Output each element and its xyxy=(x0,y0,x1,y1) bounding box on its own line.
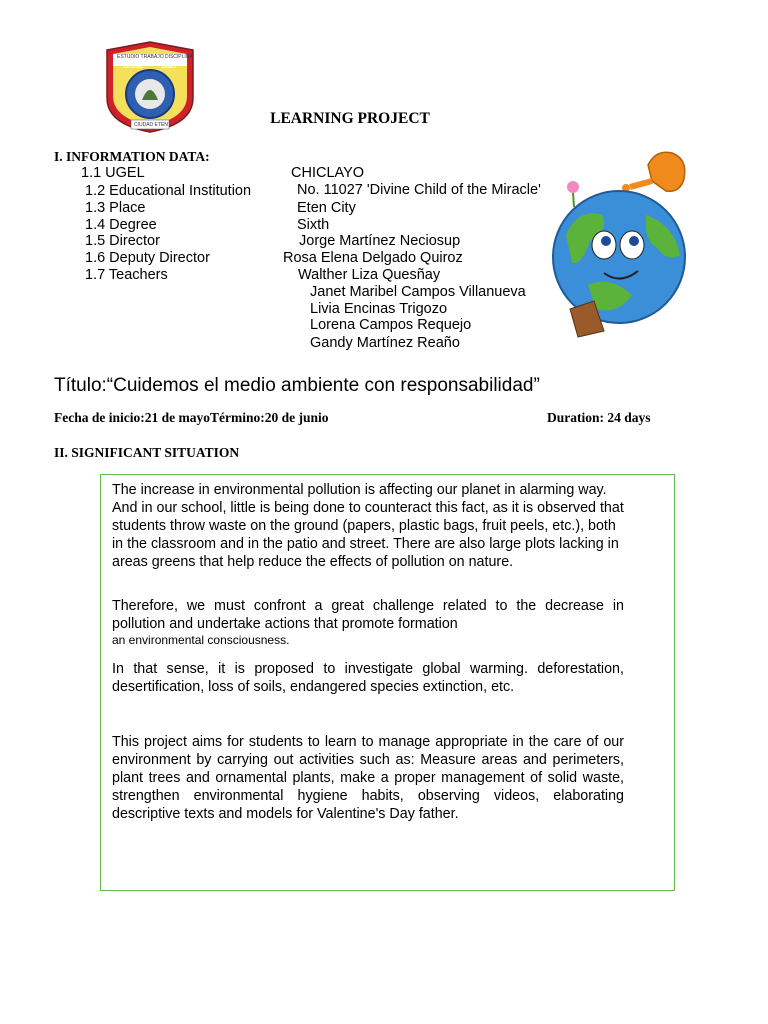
significant-situation-box xyxy=(100,474,675,891)
info-value-teacher-5: Gandy Martínez Reaño xyxy=(310,335,460,351)
page-title: LEARNING PROJECT xyxy=(270,110,430,127)
date-range: Fecha de inicio:21 de mayoTérmino:20 de junio xyxy=(54,410,329,425)
logo-iep: I.E.P.M. xyxy=(123,64,144,70)
info-label-director: 1.5 Director xyxy=(85,233,160,249)
paragraph-2-small: an environmental consciousness. xyxy=(112,633,290,647)
logo-city: CIUDAD ETEN xyxy=(134,122,168,128)
duration: Duration: 24 days xyxy=(547,410,651,425)
info-value-teacher-3: Livia Encinas Trigozo xyxy=(310,301,448,317)
section-1-heading: I. INFORMATION DATA: xyxy=(54,149,210,164)
info-value-teacher-2: Janet Maribel Campos Villanueva xyxy=(310,284,526,300)
project-title: Título:“Cuidemos el medio ambiente con responsabilidad” xyxy=(54,375,540,396)
info-value-director: Jorge Martínez Neciosup xyxy=(299,233,461,249)
paragraph-4: This project aims for students to learn to manage appropriate in the care of our environment by carrying out activities such as: Measure areas and perimeters, plant trees and ornamental plants, make a proper management of solid waste, strengthen environmental hygiene habits, observing videos, elaborating descriptive texts and models for Valentine's Day father. xyxy=(112,734,624,822)
info-value-place: Eten City xyxy=(297,200,356,216)
info-label-deputy: 1.6 Deputy Director xyxy=(85,250,210,266)
info-value-deputy: Rosa Elena Delgado Quiroz xyxy=(283,250,463,266)
info-label-place: 1.3 Place xyxy=(85,200,146,216)
info-label-teachers: 1.7 Teachers xyxy=(85,267,168,283)
logo-number: 11027 xyxy=(161,64,178,70)
earth-watering-illustration xyxy=(548,145,698,340)
info-value-teacher-1: Walther Liza Quesñay xyxy=(298,267,441,283)
info-value-institution: No. 11027 'Divine Child of the Miracle' xyxy=(297,182,541,198)
info-label-ugel: 1.1 UGEL xyxy=(81,165,145,181)
paragraph-2: Therefore, we must confront a great challenge related to the decrease in pollution and undertake actions that promote formation xyxy=(112,598,624,632)
info-value-degree: Sixth xyxy=(297,217,330,233)
info-value-teacher-4: Lorena Campos Requejo xyxy=(310,317,472,333)
info-label-degree: 1.4 Degree xyxy=(85,217,157,233)
section-2-heading: II. SIGNIFICANT SITUATION xyxy=(54,445,240,460)
info-label-institution: 1.2 Educational Institution xyxy=(85,183,252,199)
paragraph-1: The increase in environmental pollution is affecting our planet in alarming way. And in our school, little is being done to counteract this fact, as it is observed that students throw waste on the ground (papers, plastic bags, fruit peels, etc.), both in the classroom and in the patio and street. There are also large plots lacking in areas greens that help reduce the effects of pollution on nature. xyxy=(112,482,624,570)
logo-motto: ESTUDIO TRABAJO DISCIPLINA xyxy=(117,54,193,60)
paragraph-3: In that sense, it is proposed to investigate global warming. deforestation, desertification, loss of soils, endangered species extinction, etc. xyxy=(112,661,624,695)
info-value-ugel: CHICLAYO xyxy=(291,165,365,181)
